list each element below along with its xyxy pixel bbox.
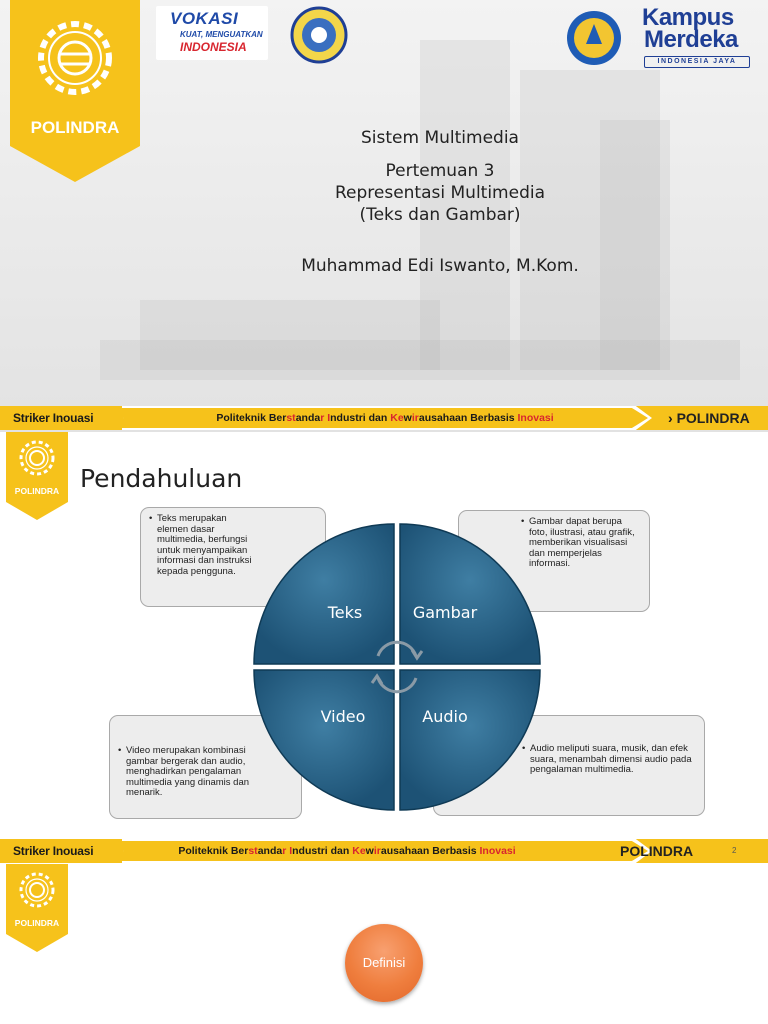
polindra-badge-logo — [10, 0, 140, 182]
badge-text: POLINDRA — [14, 918, 60, 928]
tagline-part: w — [365, 845, 374, 857]
meeting-number: Pertemuan 3 — [385, 161, 495, 181]
badge-text: POLINDRA — [30, 118, 120, 137]
quadrant-label-teks: Teks — [327, 603, 363, 622]
slide-footer — [0, 406, 768, 430]
callout-gambar-text: • Gambar dapat berupa foto, ilustrasi, atau grafik, memberikan visualisasi dan memperjelas informasi. — [521, 517, 641, 570]
footer-brand: POLINDRA — [620, 843, 694, 859]
tagline-part: w — [403, 412, 412, 424]
tagline-part: st — [248, 845, 258, 857]
quadrant-gambar — [400, 524, 540, 664]
vokasi-line3: INDONESIA — [180, 40, 247, 54]
quadrant-label-video: Video — [320, 707, 366, 726]
tagline-part: anda — [295, 412, 321, 424]
pendahuluan-slide — [0, 432, 768, 864]
footer-left-label: Striker Inouasi — [0, 839, 122, 863]
footer-tagline — [120, 406, 650, 430]
tagline-part: Politeknik Ber — [178, 845, 249, 857]
tagline-part: Inovasi — [517, 412, 554, 424]
slide-title: Pendahuluan — [80, 464, 243, 493]
tagline-part: r — [282, 845, 287, 857]
vokasi-logo — [156, 6, 268, 60]
quadrant-audio — [400, 670, 540, 810]
slide-footer — [0, 839, 768, 863]
callout-teks-text: • Teks merupakan elemen dasar multimedia, berfungsi untuk menyampaikan informasi dan instruksi kepada pengguna. — [149, 514, 257, 577]
author-name: Muhammad Edi Iswanto, M.Kom. — [301, 256, 579, 276]
footer-tagline — [112, 839, 582, 863]
kampus-line1: Kampus — [642, 4, 734, 31]
tagline-part: Ke — [390, 412, 404, 424]
vokasi-line2: KUAT, MENGUATKAN — [180, 30, 263, 39]
quadrant-label-gambar: Gambar — [412, 603, 478, 622]
tagline-part: ausahaan Berbasis — [418, 412, 518, 424]
course-title: Sistem Multimedia — [361, 128, 519, 148]
tagline-part: ir — [411, 412, 419, 424]
tagline-part: anda — [257, 845, 283, 857]
badge-text: POLINDRA — [14, 486, 60, 496]
polindra-badge-logo — [6, 432, 68, 520]
building-silhouette — [600, 120, 670, 370]
definisi-button[interactable]: Definisi — [345, 924, 423, 1002]
tagline-part: Ke — [352, 845, 366, 857]
tagline-part: ndustri dan — [292, 845, 353, 857]
subtopic-title: (Teks dan Gambar) — [359, 205, 521, 225]
tut-wuri-handayani-logo — [566, 10, 622, 66]
tagline-part: st — [286, 412, 296, 424]
tagline-part: ndustri dan — [330, 412, 391, 424]
definisi-slide — [0, 864, 768, 1024]
kampus-merdeka-logo — [640, 4, 760, 72]
tagline-part: I — [289, 845, 293, 857]
building-silhouette — [100, 340, 740, 380]
quadrant-teks — [254, 524, 394, 664]
kampus-line3: INDONESIA JAYA — [644, 56, 750, 68]
quadrant-video — [254, 670, 394, 810]
meeting-title-block — [250, 160, 630, 226]
kampus-line2: Merdeka — [644, 26, 738, 53]
quadrant-label-audio: Audio — [422, 707, 468, 726]
tagline-part: Inovasi — [479, 845, 516, 857]
vokasi-line1: VOKASI — [170, 9, 239, 28]
tagline-part: ir — [373, 845, 381, 857]
tagline-part: I — [327, 412, 331, 424]
tagline-part: Politeknik Ber — [216, 412, 287, 424]
title-slide — [0, 0, 768, 432]
topic-title: Representasi Multimedia — [334, 183, 546, 203]
institution-seal-logo — [290, 6, 348, 64]
multimedia-quadrant-diagram — [252, 522, 542, 812]
footer-left-label: Striker Inouasi — [0, 406, 122, 430]
tagline-part: r — [320, 412, 325, 424]
callout-video-text: • Video merupakan kombinasi gambar bergerak dan audio, menghadirkan pengalaman multimedia yang dinamis dan menarik. — [118, 746, 276, 799]
callout-audio-text: • Audio meliputi suara, musik, dan efek suara, menambah dimensi audio pada pengalaman multimedia. — [522, 744, 696, 776]
footer-brand: › POLINDRA — [668, 410, 750, 426]
polindra-badge-logo — [6, 864, 68, 952]
page-number: 2 — [732, 846, 737, 855]
tagline-part: ausahaan Berbasis — [380, 845, 480, 857]
